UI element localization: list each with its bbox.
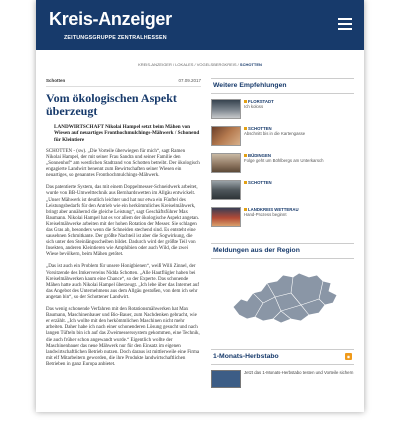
article	[46, 78, 201, 368]
teaser-text: Folge geht um Böhlbergs am Unterkarsch	[244, 158, 324, 163]
site-subtitle: ZEITUNGSGRUPPE ZENTRALHESSEN	[64, 35, 167, 41]
article-title: Vom ökologischen Aspekt überzeugt	[46, 91, 177, 118]
page-frame	[36, 0, 364, 412]
square-bullet-icon	[244, 181, 247, 184]
teaser-text: Hand-Prozess beginnt	[244, 212, 287, 217]
article-lead: LANDWIRTSCHAFT Nikolai Hampel setzt beim Mähen von Wiesen auf neuartiges Fronthochmulchings-Mähwerk / Schonend für Kleintiere	[54, 124, 200, 143]
hamburger-menu-icon[interactable]	[338, 18, 352, 31]
recommendations-title: Weitere Empfehlungen	[211, 79, 354, 94]
rss-icon[interactable]: ◉	[346, 354, 351, 359]
site-header	[36, 0, 364, 50]
article-paragraph: Das wenig schonende Verfahren mit den Rotationsmähwerken hat Max Baumann, Maschinenbauer und Bio-Bauer, zum Nachdenken gebracht, wie er erzählt. „Ich wollte mit den herkömmlichen Maschinen nicht mehr arbeiten. Daher habe ich nach einer schonenderen Lösung gesucht und nach langen Tüfteln bin ich auf das Zweimesserssystem gekommen, eine Technik, die auch früher schon angewandt wurde.“ Eigentlich wollte der Maschinenbauer das neue Mähwerk nur für den Einsatz im eigenen landwirtschaftlichen Betrieb nutzen. Doch daraus ist mittlerweile eine Firma mit elf Mitarbeitern geworden, die ihre Produkte landwirtschaftlichen Betrieben in ganz Europa anbietet.	[46, 307, 200, 367]
region-map-graphic[interactable]	[211, 263, 354, 329]
region-map-title: Meldungen aus der Region	[211, 244, 354, 259]
square-bullet-icon	[244, 154, 247, 157]
teaser-tag: FLORSTADT	[248, 99, 274, 104]
breadcrumb-path[interactable]: KREIS-ANZEIGER / LOKALES / VOGELSBERGKREIS /	[138, 62, 239, 67]
abo-thumbnail	[211, 370, 241, 388]
square-bullet-icon	[244, 100, 247, 103]
sidebar	[211, 78, 354, 388]
site-logo[interactable]: Kreis-Anzeiger	[49, 9, 172, 29]
teaser-thumbnail	[211, 207, 241, 227]
teaser-thumbnail	[211, 153, 241, 173]
square-bullet-icon	[244, 127, 247, 130]
teaser-item[interactable]	[211, 99, 354, 121]
article-meta	[46, 78, 201, 87]
breadcrumb-current: SCHOTTEN	[239, 62, 262, 67]
recommendations-box	[211, 78, 354, 229]
teaser-tag: SCHOTTEN	[248, 180, 272, 185]
abo-title: 1-Monats-Herbstabo	[213, 353, 279, 360]
article-date: 07.09.2017	[178, 78, 201, 83]
article-paragraph: Das patentierte System, das mit einem Doppelmesser-Schneidwerk arbeitet, wurde von BB-Umwelttechnik aus Bernhardswetten im Allgäu entwickelt. „Unser Mähwerk ist deutlich leichter und hat nur etwa ein Fünftel des Leistungsbedarfs für den Antrieb wie ein herkömmliches Kreiselmähwerk, bringt aber annähernd die gleiche Leistung“, sagt Geschäftsführer Max Baumann. Nikolai Hampel hat es vor allem der ökologische Aspekt angetan. Kreiselmähwerke arbeiten mit der hohen Rotation der Messer. Sie schlagen das Gras ab, besonders wenn die Schneiden stechend sind. Es entsteht eine sausehnen Schmitkante. Der größte Nachteil ist aber die Sogwirkung, die sich unter den Steinlängsscheiben bildet. Dadurch wird der größte Teil von Insekten, anderen Kleintieren wie Amphibien oder auch Wild, die zwei Wiese bevölkern, beim Mähen getötet.	[46, 185, 200, 258]
square-bullet-icon	[244, 208, 247, 211]
teaser-thumbnail	[211, 180, 241, 200]
teaser-item[interactable]	[211, 180, 354, 202]
teaser-thumbnail	[211, 126, 241, 146]
abo-text: Jetzt das 1-Monats-Herbstabo testen und Vorteile sichern	[244, 370, 354, 375]
teaser-tag: SCHOTTEN	[248, 126, 272, 131]
teaser-text: Abschnitt bis in die Kartengasse	[244, 131, 306, 136]
teaser-tag: LANDKREIS WETTERAU	[248, 207, 299, 212]
teaser-item[interactable]	[211, 207, 354, 229]
abo-box	[211, 349, 354, 388]
article-category[interactable]: Schotten	[46, 78, 66, 83]
teaser-item[interactable]	[211, 153, 354, 175]
teaser-text: Ich koloss	[244, 104, 264, 109]
region-map-box	[211, 243, 354, 329]
article-paragraph: SCHOTTEN - (sw). „Die Vorteile überwiegen für mich“, sagt Ramen Nikolai Hampel, der mit seiner Frau Sandra und seiner Familie den „Sonnenhof“ am westlichen Stadtrand von Schotten betreibt. Der ökologisch engagierte Landwirt benennt zum Bewirtschaften seiner Wiesen ein neuartiges, so genanntes Fronthochmulchings-Mähwerk.	[46, 148, 200, 179]
breadcrumb	[36, 62, 364, 67]
article-paragraph: „Das ist auch ein Problem für unsere Honigbienen“, weiß Willi Zinnel, der Vorsitzende des Imkervereins Nidda Schotten. „Alle Hautflügler haben bei Kreiselmähwerken kaum eine Chance“, so der Experte. Das schonende Mähen hatte auch Nikolai Hampel überzeugt. „Ich lebe über das Internet auf das Angebot des Unternehmens aus dem Allgäu gestoßen, von dem ich sehr angetan bin“, so der Schottener Landwirt.	[46, 264, 199, 300]
region-map[interactable]	[211, 263, 354, 329]
teaser-item[interactable]	[211, 126, 354, 148]
teaser-thumbnail	[211, 99, 241, 119]
abo-teaser[interactable]	[211, 370, 354, 388]
teaser-tag: BÜDINGEN	[248, 153, 271, 158]
abo-header	[211, 350, 354, 365]
